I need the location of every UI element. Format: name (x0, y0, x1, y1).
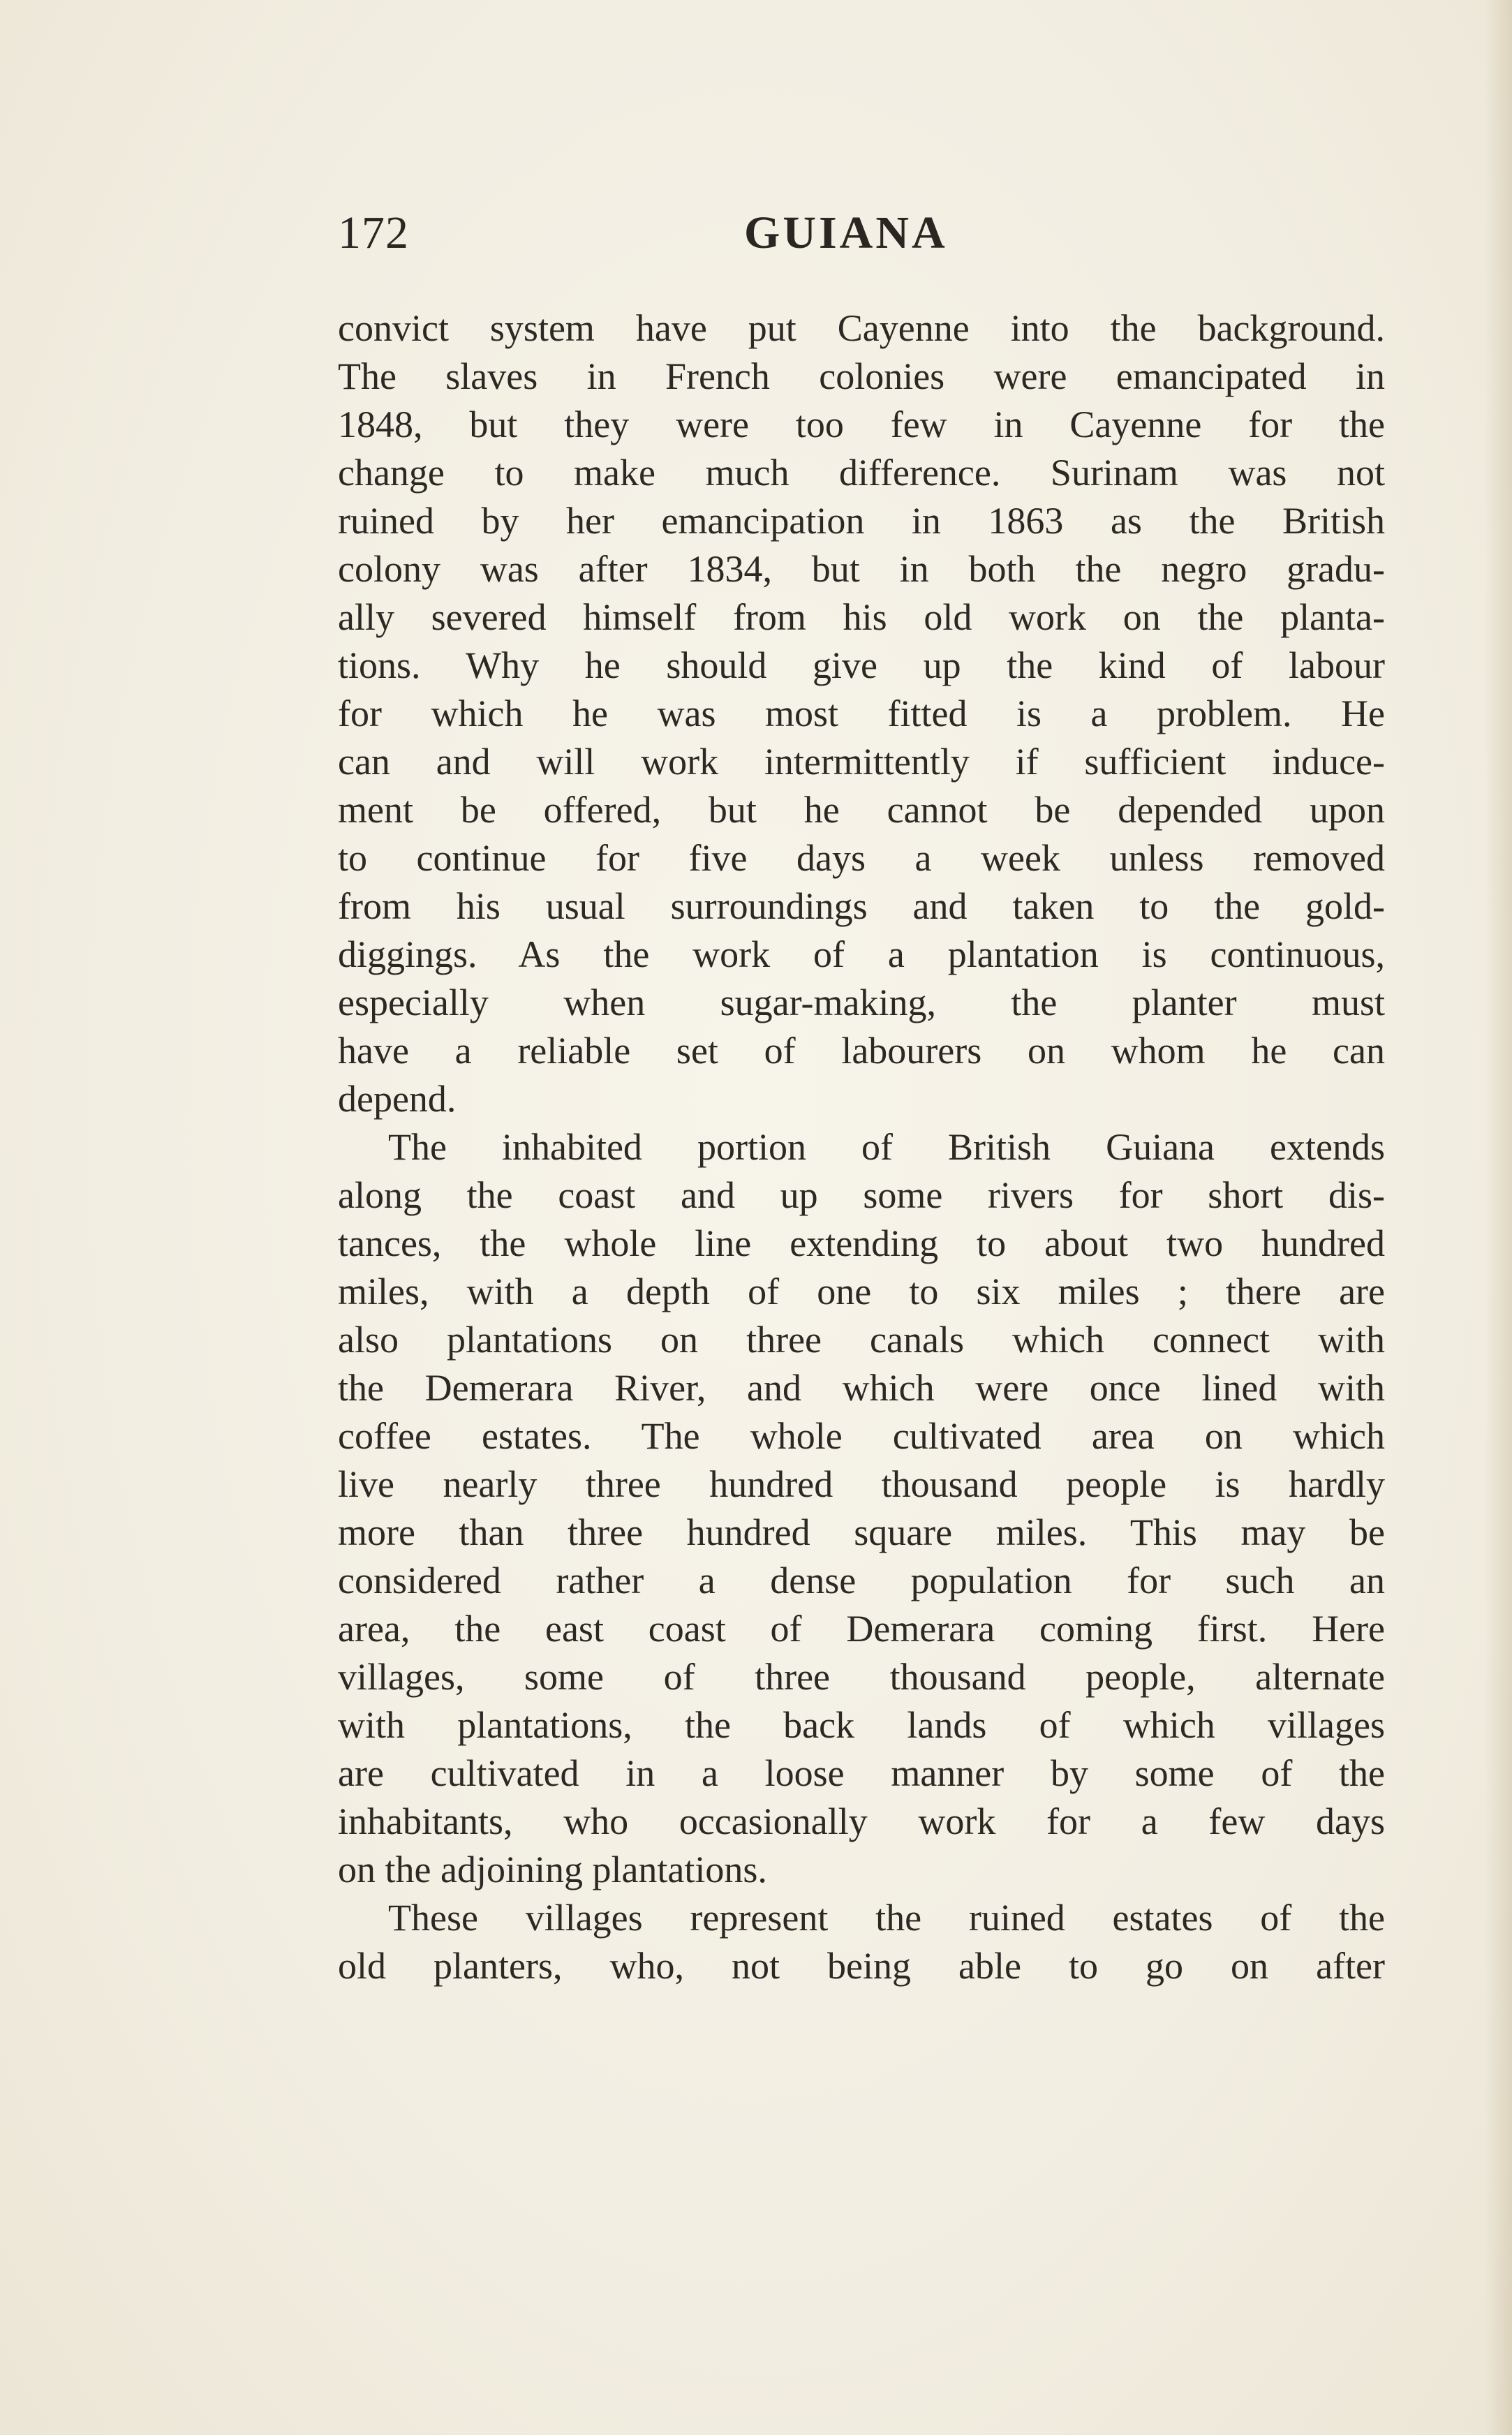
text-line: on the adjoining plantations. (338, 1849, 767, 1890)
text-line: The slaves in French colonies were emancipated in (338, 355, 1385, 397)
body-text (338, 304, 1385, 1990)
text-line: old planters, who, not being able to go on after (338, 1945, 1385, 1987)
text-line: change to make much difference. Surinam was not (338, 452, 1385, 494)
text-line: 1848, but they were too few in Cayenne for the (338, 404, 1385, 445)
text-line: along the coast and up some rivers for short dis- (338, 1174, 1385, 1216)
text-line: colony was after 1834, but in both the negro gradu- (338, 548, 1385, 590)
text-line: miles, with a depth of one to six miles ; there are (338, 1271, 1385, 1312)
text-line: also plantations on three canals which connect with (338, 1319, 1385, 1361)
text-line: These villages represent the ruined estates of the (388, 1897, 1385, 1939)
text-line: from his usual surroundings and taken to the gold- (338, 885, 1385, 927)
text-line: to continue for five days a week unless removed (338, 837, 1385, 879)
text-line: with plantations, the back lands of which villages (338, 1704, 1385, 1746)
text-line: tances, the whole line extending to about two hundred (338, 1222, 1385, 1264)
text-line: The inhabited portion of British Guiana extends (388, 1126, 1385, 1168)
text-line: especially when sugar-making, the planter must (338, 982, 1385, 1023)
text-line: ally severed himself from his old work on the planta- (338, 596, 1385, 638)
text-line: the Demerara River, and which were once lined with (338, 1367, 1385, 1409)
text-line: inhabitants, who occasionally work for a few days (338, 1800, 1385, 1842)
page-number: 172 (338, 207, 409, 258)
text-line: area, the east coast of Demerara coming first. Here (338, 1608, 1385, 1650)
running-title: GUIANA (744, 207, 948, 258)
text-line: convict system have put Cayenne into the background. (338, 307, 1385, 349)
text-line: are cultivated in a loose manner by some of the (338, 1752, 1385, 1794)
text-line: considered rather a dense population for such an (338, 1560, 1385, 1601)
text-line: more than three hundred square miles. This may be (338, 1511, 1385, 1553)
text-line: ruined by her emancipation in 1863 as the British (338, 500, 1385, 542)
text-line: depend. (338, 1078, 457, 1120)
text-line: diggings. As the work of a plantation is continuous, (338, 933, 1385, 975)
text-line: villages, some of three thousand people, alternate (338, 1656, 1385, 1698)
text-line: for which he was most fitted is a problem. He (338, 693, 1385, 734)
text-line: can and will work intermittently if sufficient induce- (338, 741, 1385, 783)
page-header (338, 207, 1385, 269)
text-line: live nearly three hundred thousand people is hardly (338, 1463, 1385, 1505)
paragraph-3 (338, 1894, 1385, 1990)
paragraph-2 (338, 1123, 1385, 1894)
text-line: have a reliable set of labourers on whom he can (338, 1030, 1385, 1072)
text-line: ment be offered, but he cannot be depended upon (338, 789, 1385, 831)
text-line: coffee estates. The whole cultivated area on which (338, 1415, 1385, 1457)
text-line: tions. Why he should give up the kind of labour (338, 644, 1385, 686)
paragraph-1 (338, 304, 1385, 1123)
